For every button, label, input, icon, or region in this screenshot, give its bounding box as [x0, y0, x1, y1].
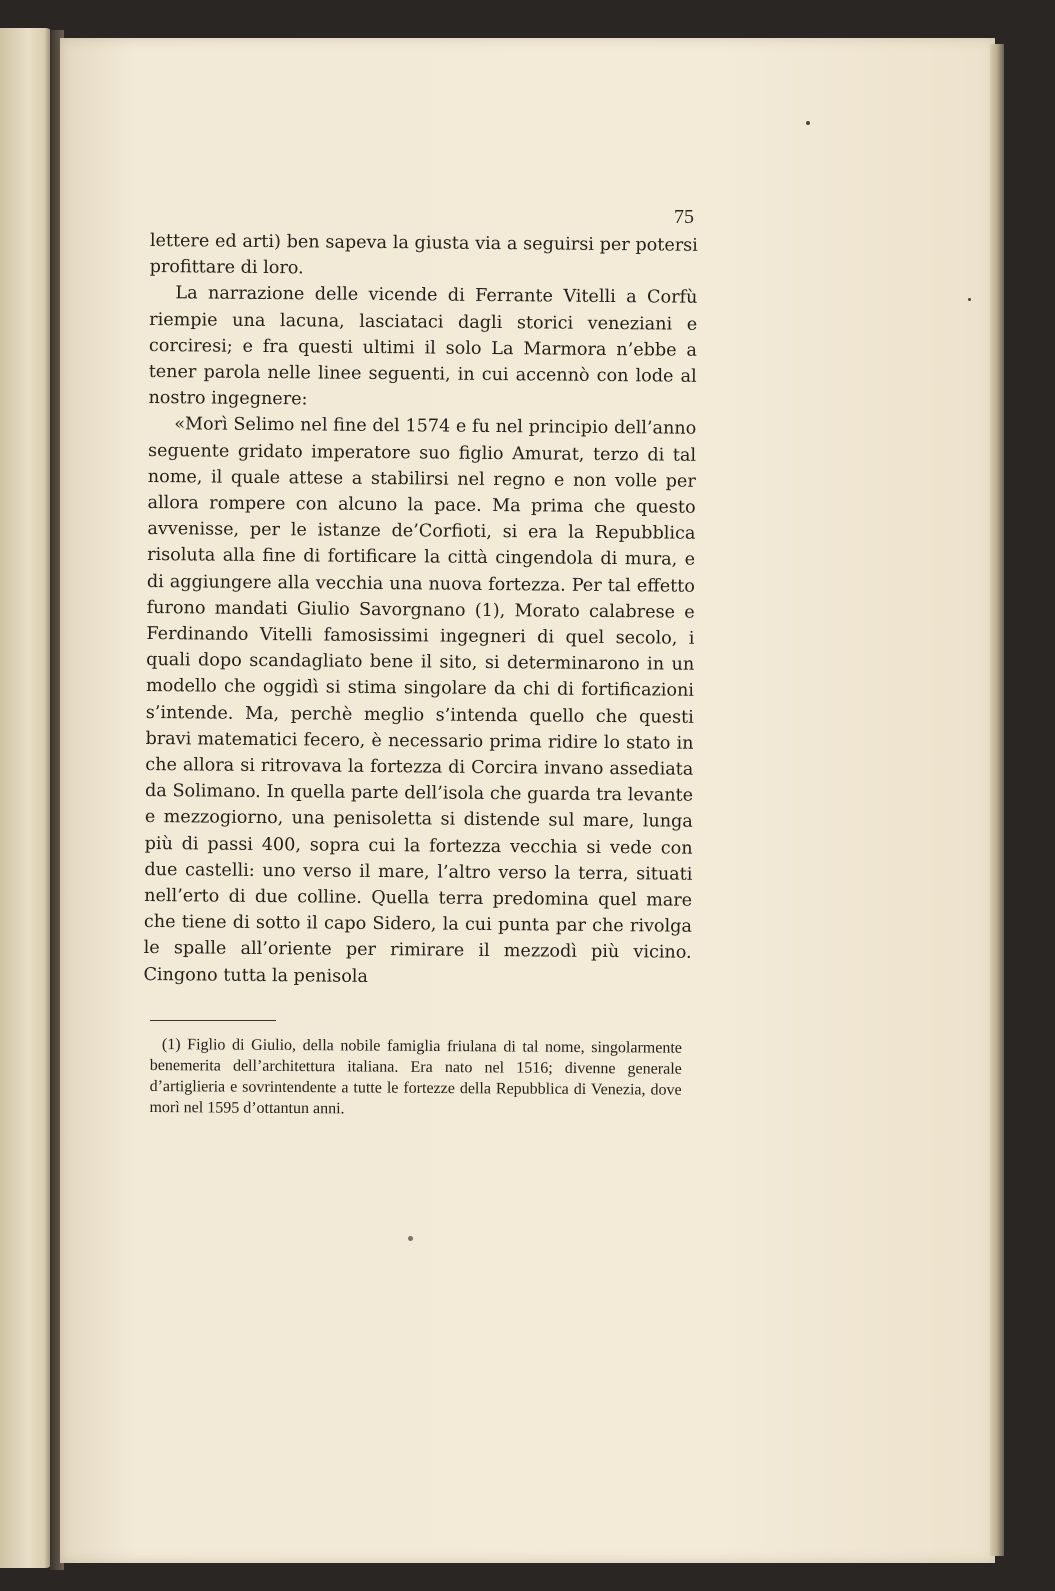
paragraph: La narrazione delle vicende di Ferrante Vitelli a Corfù riempie una lacuna, lasciataci dagli storici veneziani e corciresi; e fra questi ultimi il solo La Marmora n’ebbe a tener parola nelle linee seguenti, in cui accennò con lode al nostro ingegnere: — [148, 283, 698, 410]
paragraph-quotation: «Morì Selimo nel fine del 1574 e fu nel principio dell’anno seguente gridato imperatore suo figlio Amurat, terzo di tal nome, il quale attese a stabilirsi nel regno e non volle per allora rompere con alcuno la pace. Ma prima che questo avvenisse, per le istanze de’Corfioti, si era la Repubblica risoluta alla fine di fortificare la città cingendola di mura, e di aggiungere alla vecchia una nuova fortezza. Per tal effetto furono mandati Giulio Savorgnano (1), Morato calabrese e Ferdinando Vitelli famosissimi ingegneri di quel secolo, i quali dopo scandagliato bene il sito, si determinarono in un modello che oggidì si stima singolare da chi di fortificazioni s’intende. Ma, perchè meglio s’intenda quello che questi bravi matematici fecero, è necessario prima ridire lo stato in che allora si ritrovava la fortezza di Corcira invano assediata da Solimano. In quella parte dell’isola che guarda tra levante e mezzogiorno, una penisoletta si distende sul mare, lunga più di passi 400, sopra cui la fortezza vecchia si vede con due castelli: uno verso il mare, l’altro verso la terra, situati nell’erto di due colline. Quella terra predomina quel mare che tiene di sotto il capo Sidero, la cui punta par che rivolga le spalle all’oriente per rimirare il mezzodì più vicino. Cingono tutta la penisola — [143, 414, 697, 987]
page-number: 75 — [674, 206, 694, 228]
paragraph-continued: lettere ed arti) ben sapeva la giusta via a seguirsi per potersi profittare di loro. — [149, 230, 698, 279]
paper-speck — [408, 1236, 413, 1241]
footnote-block — [149, 1034, 682, 1122]
paper-speck — [806, 121, 810, 125]
left-page-edge — [0, 28, 52, 1568]
paper-speck — [968, 298, 971, 301]
footnote-divider — [150, 1020, 276, 1021]
footnote-1: (1) Figlio di Giulio, della nobile famiglia friulana di tal nome, singolarmente benemerita dell’architettura italiana. Era nato nel 1516; divenne generale d’artiglieria e sovrintendente a tutte le fortezze della Repubblica di Venezia, dove morì nel 1595 d’ottantun anni. — [149, 1036, 682, 1118]
right-page-edge — [990, 44, 1004, 1556]
main-text-block — [143, 228, 698, 993]
